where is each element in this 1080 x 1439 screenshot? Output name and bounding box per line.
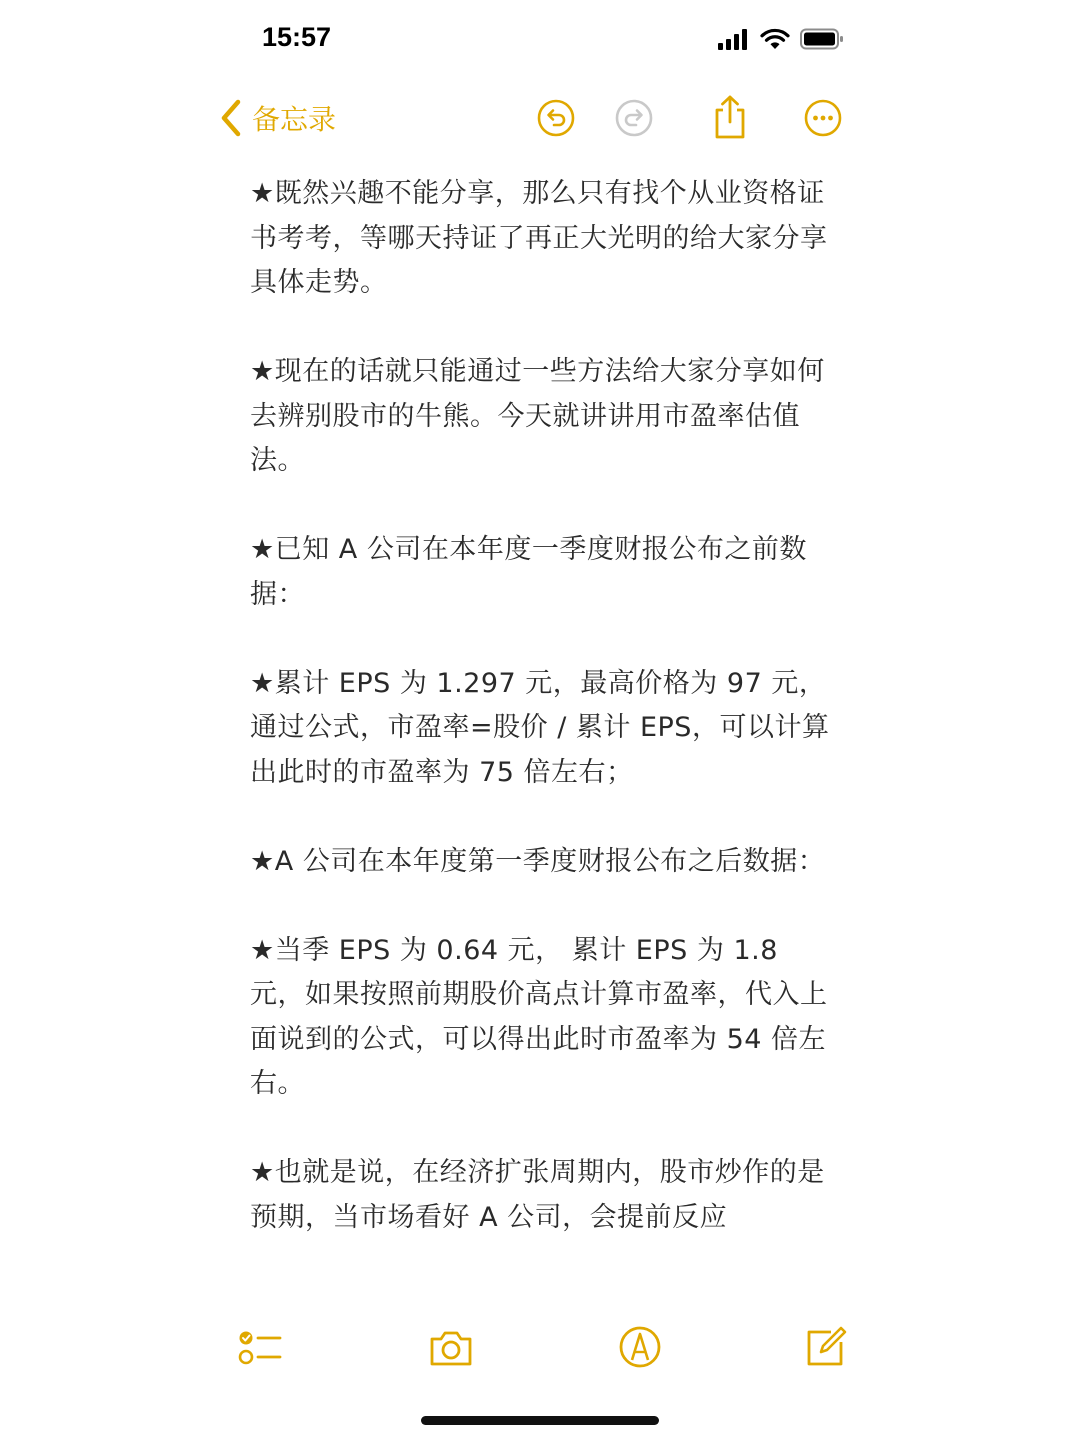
back-label: 备忘录 xyxy=(252,103,337,136)
note-body[interactable] xyxy=(250,172,840,1298)
note-paragraph: ★当季 EPS 为 0.64 元， 累计 EPS 为 1.8 元，如果按照前期股价高点计算市盈率，代入上面说到的公式，可以得出此时市盈率为 54 倍左右。 xyxy=(250,934,828,1099)
battery-icon xyxy=(800,28,844,50)
wifi-icon xyxy=(760,28,790,50)
camera-icon[interactable] xyxy=(428,1324,474,1370)
note-paragraph: ★也就是说，在经济扩张周期内，股市炒作的是预期，当市场看好 A 公司，会提前反应 xyxy=(250,1157,825,1233)
nav-bar xyxy=(0,90,1080,150)
chevron-left-icon xyxy=(220,99,242,137)
home-indicator xyxy=(421,1416,659,1425)
cellular-signal-icon xyxy=(718,28,750,50)
back-button[interactable] xyxy=(220,98,336,138)
note-paragraph: ★累计 EPS 为 1.297 元，最高价格为 97 元，通过公式，市盈率=股价 / 累计 EPS，可以计算出此时的市盈率为 75 倍左右； xyxy=(250,667,830,788)
compose-icon[interactable] xyxy=(803,1324,849,1370)
share-icon[interactable] xyxy=(710,94,750,140)
bottom-toolbar xyxy=(0,1310,1080,1380)
note-paragraph: ★已知 A 公司在本年度一季度财报公布之前数据： xyxy=(250,534,807,610)
more-icon[interactable] xyxy=(803,98,843,138)
status-icons xyxy=(718,28,844,50)
markup-icon[interactable] xyxy=(617,1324,663,1370)
note-paragraph: ★现在的话就只能通过一些方法给大家分享如何去辨别股市的牛熊。今天就讲讲用市盈率估值法。 xyxy=(250,356,825,476)
status-bar xyxy=(0,0,1080,80)
note-paragraph: ★既然兴趣不能分享，那么只有找个从业资格证书考考，等哪天持证了再正大光明的给大家分享具体走势。 xyxy=(250,178,828,298)
undo-icon[interactable] xyxy=(536,98,576,138)
note-paragraph: ★A 公司在本年度第一季度财报公布之后数据： xyxy=(250,845,826,877)
redo-icon[interactable] xyxy=(614,98,654,138)
checklist-icon[interactable] xyxy=(236,1324,282,1370)
status-time: 15:57 xyxy=(262,22,332,52)
